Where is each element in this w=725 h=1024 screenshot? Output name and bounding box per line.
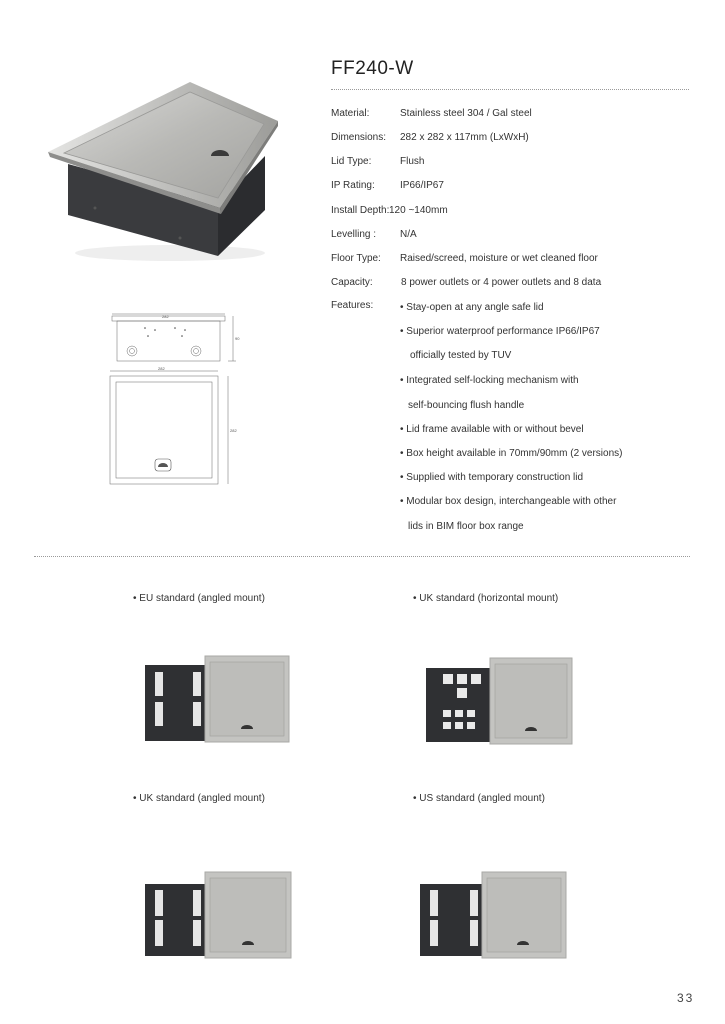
spec-value: 8 power outlets or 4 power outlets and 8 data bbox=[401, 277, 602, 288]
feature-line: • Stay-open at any angle safe lid bbox=[400, 302, 544, 313]
variant-label-uk-angled: • UK standard (angled mount) bbox=[133, 793, 265, 804]
variant-label-us: • US standard (angled mount) bbox=[413, 793, 545, 804]
spec-value: Raised/screed, moisture or wet cleaned floor bbox=[400, 253, 598, 264]
spec-value: IP66/IP67 bbox=[400, 180, 444, 191]
variant-image-uk-horizontal bbox=[423, 652, 573, 747]
spec-value: Stainless steel 304 / Gal steel bbox=[400, 108, 532, 119]
feature-line: • Modular box design, interchangeable with other bbox=[400, 496, 617, 507]
spec-label: Floor Type: bbox=[331, 253, 381, 264]
feature-line: • Lid frame available with or without bevel bbox=[400, 424, 584, 435]
spec-label: IP Rating: bbox=[331, 180, 375, 191]
spec-label: Capacity: bbox=[331, 277, 373, 288]
page-number: 33 bbox=[677, 991, 695, 1005]
variant-label-eu: • EU standard (angled mount) bbox=[133, 593, 265, 604]
variant-image-eu bbox=[143, 652, 293, 747]
spec-value: 282 x 282 x 117mm (LxWxH) bbox=[400, 132, 529, 143]
variant-image-us bbox=[418, 868, 568, 963]
handle-icon bbox=[155, 459, 171, 471]
section-divider bbox=[34, 556, 690, 557]
spec-label: Lid Type: bbox=[331, 156, 372, 167]
drawing-dim-width: 282 bbox=[158, 366, 165, 371]
feature-line: self-bouncing flush handle bbox=[408, 400, 525, 411]
spec-value: Flush bbox=[400, 156, 425, 167]
feature-line: officially tested by TUV bbox=[410, 350, 512, 361]
feature-line: • Integrated self-locking mechanism with bbox=[400, 375, 579, 386]
feature-line: lids in BIM floor box range bbox=[408, 521, 524, 532]
title-divider bbox=[331, 89, 689, 90]
product-title: FF240-W bbox=[331, 58, 414, 79]
variant-label-uk-horizontal: • UK standard (horizontal mount) bbox=[413, 593, 559, 604]
spec-label: Levelling : bbox=[331, 229, 377, 240]
variant-image-uk-angled bbox=[143, 868, 293, 963]
feature-line: • Box height available in 70mm/90mm (2 versions) bbox=[400, 448, 623, 459]
drawing-dim-side: 90 bbox=[235, 336, 240, 341]
spec-value: 120 ~140mm bbox=[389, 205, 448, 216]
spec-value: N/A bbox=[400, 229, 417, 240]
product-hero-image bbox=[40, 78, 285, 268]
drawing-dim-height: 282 bbox=[230, 428, 237, 433]
features-label: Features: bbox=[331, 300, 374, 311]
feature-line: • Supplied with temporary construction lid bbox=[400, 472, 584, 483]
feature-line: • Superior waterproof performance IP66/IP67 bbox=[400, 326, 600, 337]
technical-drawing bbox=[100, 306, 240, 496]
spec-label: Dimensions: bbox=[331, 132, 387, 143]
spec-label: Material: bbox=[331, 108, 370, 119]
drawing-dim-top: 282 bbox=[162, 314, 169, 319]
spec-label: Install Depth: bbox=[331, 205, 390, 216]
